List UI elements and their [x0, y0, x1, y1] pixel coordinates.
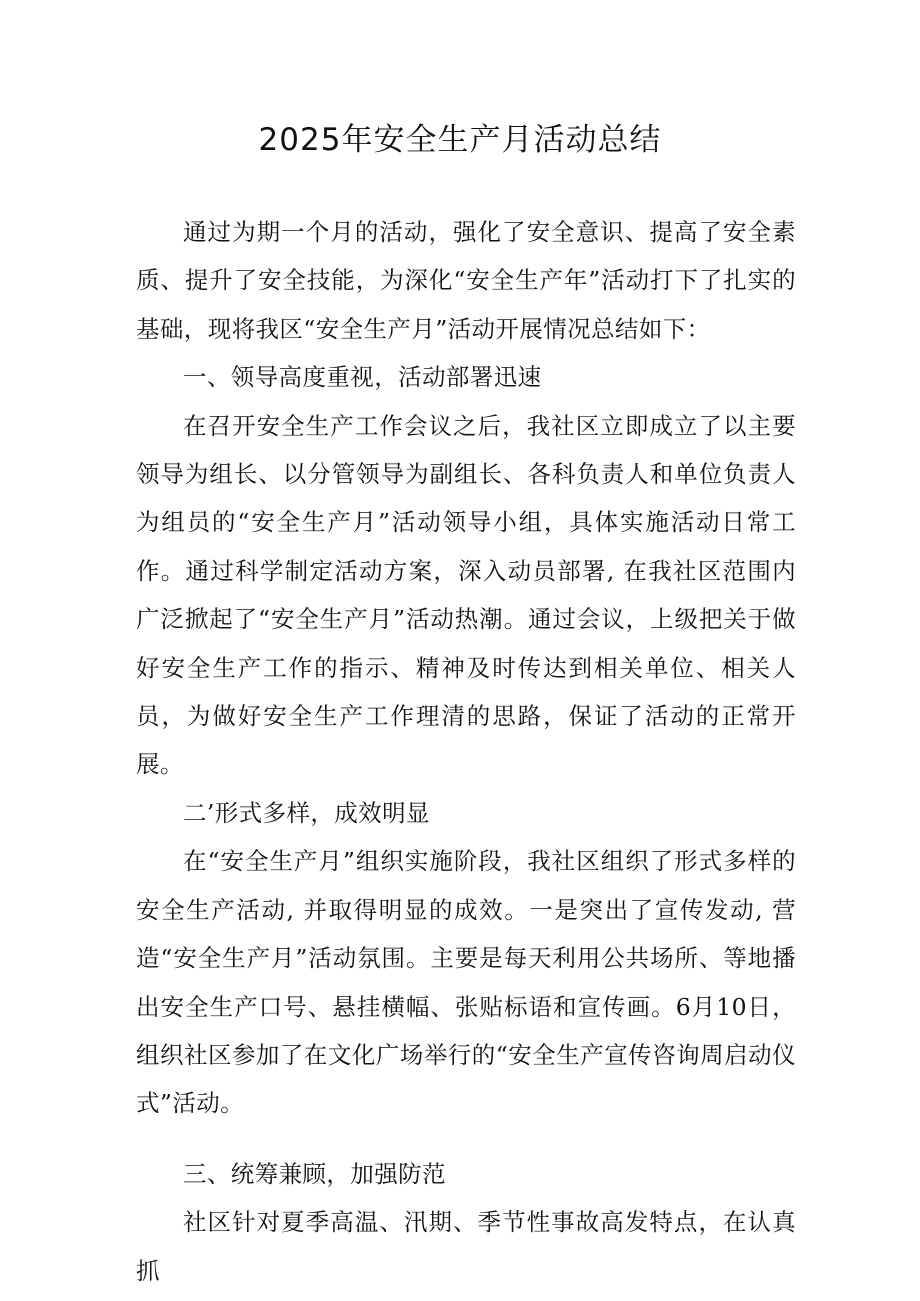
- document-body: [136, 208, 796, 1295]
- section-3-paragraph: 社区针对夏季高温、汛期、季节性事故高发特点，在认真抓: [136, 1208, 796, 1285]
- paragraph-spacer: [136, 1128, 796, 1150]
- section-1-paragraph: 在召开安全生产工作会议之后，我社区立即成立了以主要领导为组长、以分管领导为副组长、各科负责人和单位负责人为组员的“安全生产月”活动领导小组，具体实施活动日常工作。通过科学制定活动方案，深入动员部署, 在我社区范围内广泛掀起了“安全生产月”活动热潮。通过会议，上级把关于做好安全生产工作的指示、精神及时传达到相关单位、相关人员，为做好安全生产工作理清的思路，保证了活动的正常开展。: [136, 411, 796, 779]
- section-2-heading: 二’形式多样，成效明显: [183, 798, 430, 827]
- section-1-heading: 一、领导高度重视，活动部署迅速: [183, 363, 542, 392]
- section-2-paragraph: 在“安全生产月”组织实施阶段，我社区组织了形式多样的安全生产活动, 并取得明显的成效。一是突出了宣传发动, 营造“安全生产月”活动氛围。主要是每天利用公共场所、等地播出安全生产口号、悬挂横幅、张贴标语和宣传画。6月10日，组织社区参加了在文化广场举行的“安全生产宣传咨询周启动仪式”活动。: [136, 847, 796, 1118]
- document-title: 2025年安全生产月活动总结: [258, 122, 662, 158]
- section-3-heading: 三、统筹兼顾，加强防范: [183, 1159, 446, 1188]
- intro-paragraph: 通过为期一个月的活动，强化了安全意识、提高了安全素质、提升了安全技能，为深化“安全生产年”活动打下了扎实的基础，现将我区“安全生产月”活动开展情况总结如下：: [136, 218, 796, 343]
